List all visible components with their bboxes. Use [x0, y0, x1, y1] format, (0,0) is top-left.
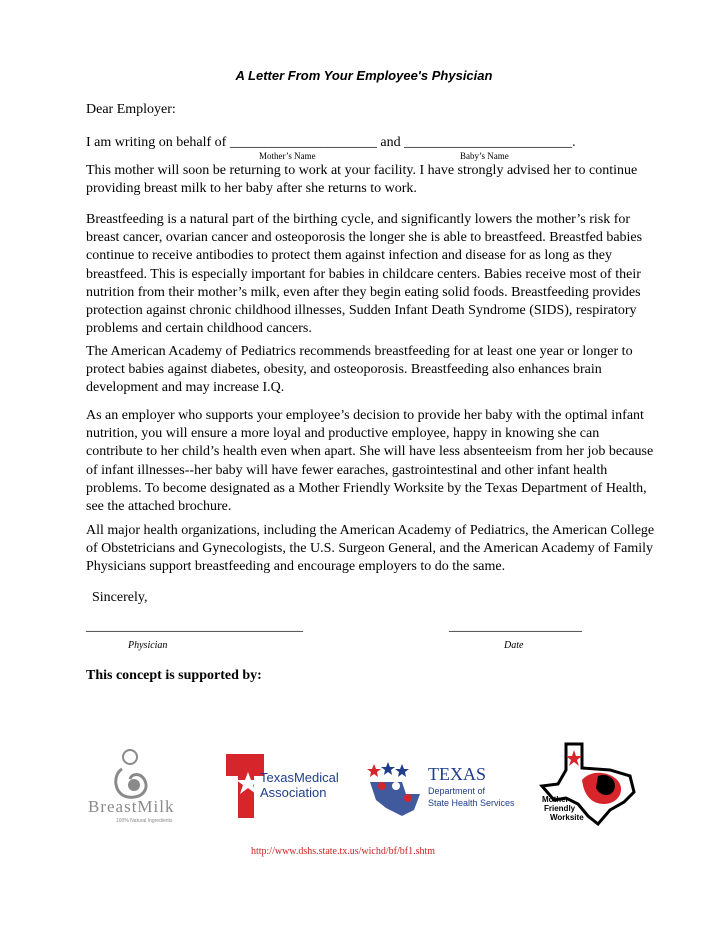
dshs-people-stars-icon	[367, 762, 420, 816]
mfw-star-icon	[566, 750, 582, 766]
date-line: ___________________	[449, 619, 582, 634]
footer-url-link[interactable]: http://www.dshs.state.tx.us/wichd/bf/bf1.shtm	[250, 846, 436, 857]
dshs-services-line: State Health Services	[428, 798, 515, 808]
mfw-line3: Worksite	[550, 813, 584, 822]
tma-name-line1: TexasMedical	[260, 770, 339, 785]
mfw-line2: Friendly	[544, 804, 576, 813]
breastmilk-tagline: 100% Natural Ingredients	[116, 818, 173, 824]
letter-title: A Letter From Your Employee's Physician	[235, 68, 493, 83]
physician-caption: Physician	[128, 640, 168, 651]
breastmilk-logo	[86, 745, 198, 825]
intro-line: I am writing on behalf of _____________________ and ________________________.	[86, 135, 576, 150]
paragraph-aap: The American Academy of Pediatrics recommends breastfeeding for at least one year or longer to protect babies against diabetes, obesity, and osteoporosis. Breastfeeding also enhances brain development and may increase I.Q.	[86, 344, 633, 396]
dshs-department-line: Department of	[428, 786, 486, 796]
mother-friendly-worksite-logo	[538, 742, 636, 826]
paragraph-benefits: Breastfeeding is a natural part of the birthing cycle, and significantly lowers the mother’s risk for breast cancer, ovarian cancer and osteoporosis the longer she is able to breastfeed. Breastfed babies continue to receive antibodies to protect them against infection and disease for as long as they breastfeed. This is especially important for babies in childcare centers. Babies receive most of their nutrition from their mother’s milk, even after they begin eating solid foods. Breastfeeding provides protection against chronic childhood illnesses, Sudden Infant Death Syndrome (SIDS), respiratory problems and certain childhood cancers.	[86, 212, 643, 337]
dshs-texas-wordmark: TEXAS	[428, 764, 486, 784]
physician-signature-line: _______________________________	[86, 619, 303, 634]
baby-name-caption: Baby’s Name	[460, 151, 509, 161]
paragraph-employer: As an employer who supports your employee’s decision to provide her baby with the optimal infant nutrition, you will ensure a more loyal and productive employee, happy in knowing she can contribute to her child’s health even when apart. She will have less absenteeism from her job because of infant illnesses--her baby will have fewer earaches, gastrointestinal and other infant health problems. To become designated as a Mother Friendly Worksite by the Texas Department of Health, see the attached brochure.	[86, 408, 654, 515]
mfw-line1: Mother-	[542, 795, 572, 804]
tma-name-line2: Association	[260, 785, 327, 800]
date-caption: Date	[504, 640, 524, 651]
paragraph-organizations: All major health organizations, including the American Academy of Pediatrics, the American College of Obstetricians and Gynecologists, the U.S. Surgeon General, and the American Academy of Family Physicians support breastfeeding and encourage employers to do the same.	[86, 523, 655, 575]
mother-name-caption: Mother’s Name	[259, 151, 316, 161]
supported-by-heading: This concept is supported by:	[86, 668, 262, 683]
greeting: Dear Employer:	[86, 102, 176, 117]
texas-dshs-logo	[366, 760, 520, 820]
paragraph-return-to-work: This mother will soon be returning to work at your facility. I have strongly advised her to continue providing breast milk to her baby after she returns to work.	[86, 163, 638, 197]
breastmilk-mother-baby-icon	[116, 750, 146, 797]
closing: Sincerely,	[92, 590, 148, 605]
breastmilk-wordmark: BreastMilk	[88, 797, 175, 816]
texas-medical-association-logo	[224, 752, 346, 820]
